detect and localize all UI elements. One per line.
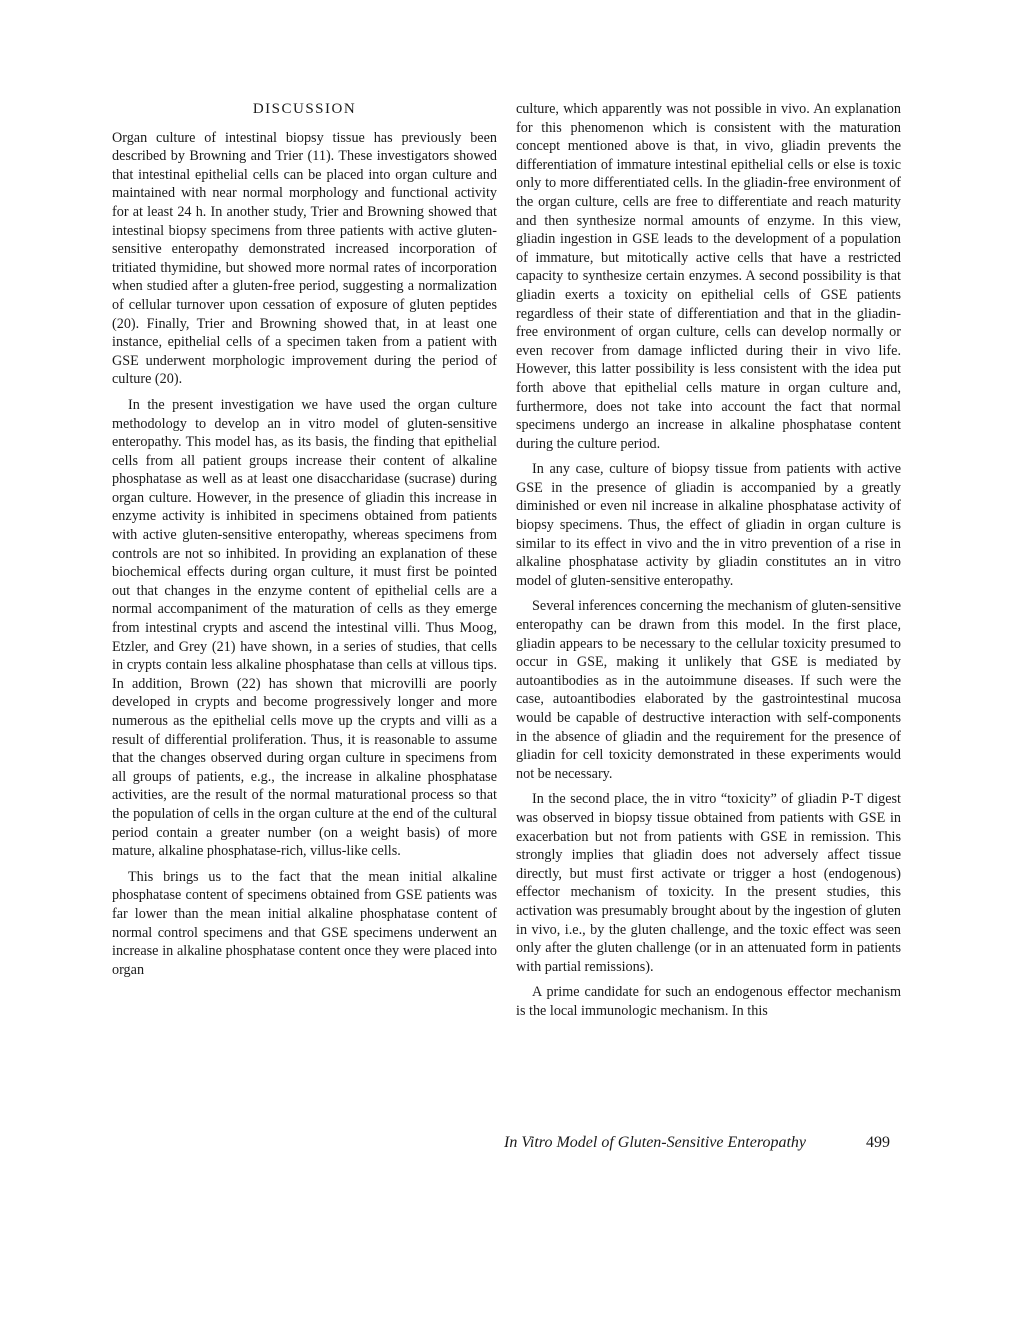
- paragraph: In the second place, the in vitro “toxicity” of gliadin P-T digest was observed in biopsy tissue obtained from patients with GSE in exacerbation but not from patients with GSE in remission. This strongly implies that gliadin does not adversely affect tissue directly, but must first activate or trigger a host (endogenous) effector mechanism of toxicity. In the present studies, this activation was presumably brought about by the ingestion of gluten in vivo, i.e., by the gluten challenge, and the toxic effect was seen only after the gluten challenge (or in an attenuated form in patients with partial remissions).: [516, 791, 901, 975]
- paragraph: A prime candidate for such an endogenous effector mechanism is the local immunologic mechanism. In this: [516, 984, 901, 1019]
- section-heading: DISCUSSION: [252, 101, 357, 117]
- running-title: In Vitro Model of Gluten-Sensitive Enteropathy: [504, 1134, 806, 1151]
- paragraph: culture, which apparently was not possible in vivo. An explanation for this phenomenon which is consistent with the maturation concept mentioned above is that, in vivo, gliadin prevents the differentiation of immature intestinal epithelial cells or else is toxic only to more differentiated cells. In the gliadin-free environment of the organ culture, cells are free to differentiate and reach maturity and then synthesize normal amounts of enzyme. In this view, gliadin ingestion in GSE leads to the development of a population of immature, but mitotically active cells that have a restricted capacity to synthesize certain enzymes. A second possibility is that gliadin exerts a toxicity on epithelial cells of GSE patients regardless of their state of differentiation and that in the gliadin-free environment of organ culture, cells can develop normally or even recover from damage inflicted during their in vivo life. However, this latter possibility is less consistent with the idea put forth above that epithelial cells mature in organ culture and, furthermore, does not take into account the fact that normal specimens undergo an increase in alkaline phosphatase content during the culture period.: [516, 101, 901, 452]
- page-number: 499: [866, 1134, 890, 1151]
- paragraph: In any case, culture of biopsy tissue from patients with active GSE in the presence of gliadin is accompanied by a greatly diminished or even nil increase in alkaline phosphatase activity of biopsy specimens. Thus, the effect of gliadin in organ culture is similar to its effect in vivo and the in vitro prevention of a rise in alkaline phosphatase activity by gliadin constitutes an in vitro model of gluten-sensitive enteropathy.: [516, 461, 901, 589]
- right-column: [516, 100, 901, 1028]
- paragraph: In the present investigation we have used the organ culture methodology to develop an in vitro model of gluten-sensitive enteropathy. This model has, as its basis, the finding that epithelial cells from all patient groups increase their content of alkaline phosphatase as well as at least one disaccharidase (sucrase) during organ culture. However, in the presence of gliadin this increase in enzyme activity is inhibited in specimens obtained from patients with active gluten-sensitive enteropathy, whereas specimens from controls are not so inhibited. In providing an explanation of these biochemical effects during organ culture, it must first be pointed out that changes in the enzyme content of epithelial cells are a normal accompaniment of the maturation of cells as they emerge from intestinal crypts and ascend the intestinal villi. Thus Moog, Etzler, and Grey (21) have shown, in a series of studies, that cells in crypts contain less alkaline phosphatase than cells at villous tips. In addition, Brown (22) has shown that microvilli are poorly developed in crypts and become progressively longer and more numerous as the epithelial cells move up the crypts and villi as a result of differential proliferation. Thus, it is reasonable to assume that the changes observed during organ culture in specimens from all groups of patients, e.g., the increase in alkaline phosphatase activities, are the result of the normal maturational process so that the population of cells in the organ culture at the end of the cultural period contain a greater number (on a weight basis) of more mature, alkaline phosphatase-rich, villus-like cells.: [112, 396, 497, 860]
- left-column: [112, 100, 497, 986]
- paragraph: Organ culture of intestinal biopsy tissue has previously been described by Browning and Trier (11). These investigators showed that intestinal epithelial cells can be placed into organ culture and maintained with near normal morphology and functional activity for at least 24 h. In another study, Trier and Browning showed that intestinal biopsy specimens from three patients with active gluten-sensitive enteropathy demonstrated increased incorporation of tritiated thymidine, but showed more normal rates of incorporation when studied after a gluten-free period, suggesting a normalization of cellular turnover upon cessation of exposure of gluten peptides (20). Finally, Trier and Browning showed that, in at least one instance, epithelial cells of a specimen taken from a patient with GSE underwent morphologic improvement during the period of culture (20).: [112, 129, 497, 388]
- paragraph: Several inferences concerning the mechanism of gluten-sensitive enteropathy can be drawn from this model. In the first place, gliadin appears to be necessary to the cellular toxicity presumed to occur in GSE, making it unlikely that GSE is mediated by autoantibodies as in the autoimmune diseases. If such were the case, autoantibodies elaborated by the gastrointestinal mucosa would be capable of destructive interaction with self-components in the absence of gliadin and the requirement for the presence of gliadin for cell toxicity demonstrated in these experiments would not be necessary.: [516, 598, 901, 782]
- paragraph: This brings us to the fact that the mean initial alkaline phosphatase content of specimens obtained from GSE patients was far lower than the mean initial alkaline phosphatase content of normal control specimens and that GSE specimens underwent an increase in alkaline phosphatase content once they were placed into organ: [112, 868, 497, 978]
